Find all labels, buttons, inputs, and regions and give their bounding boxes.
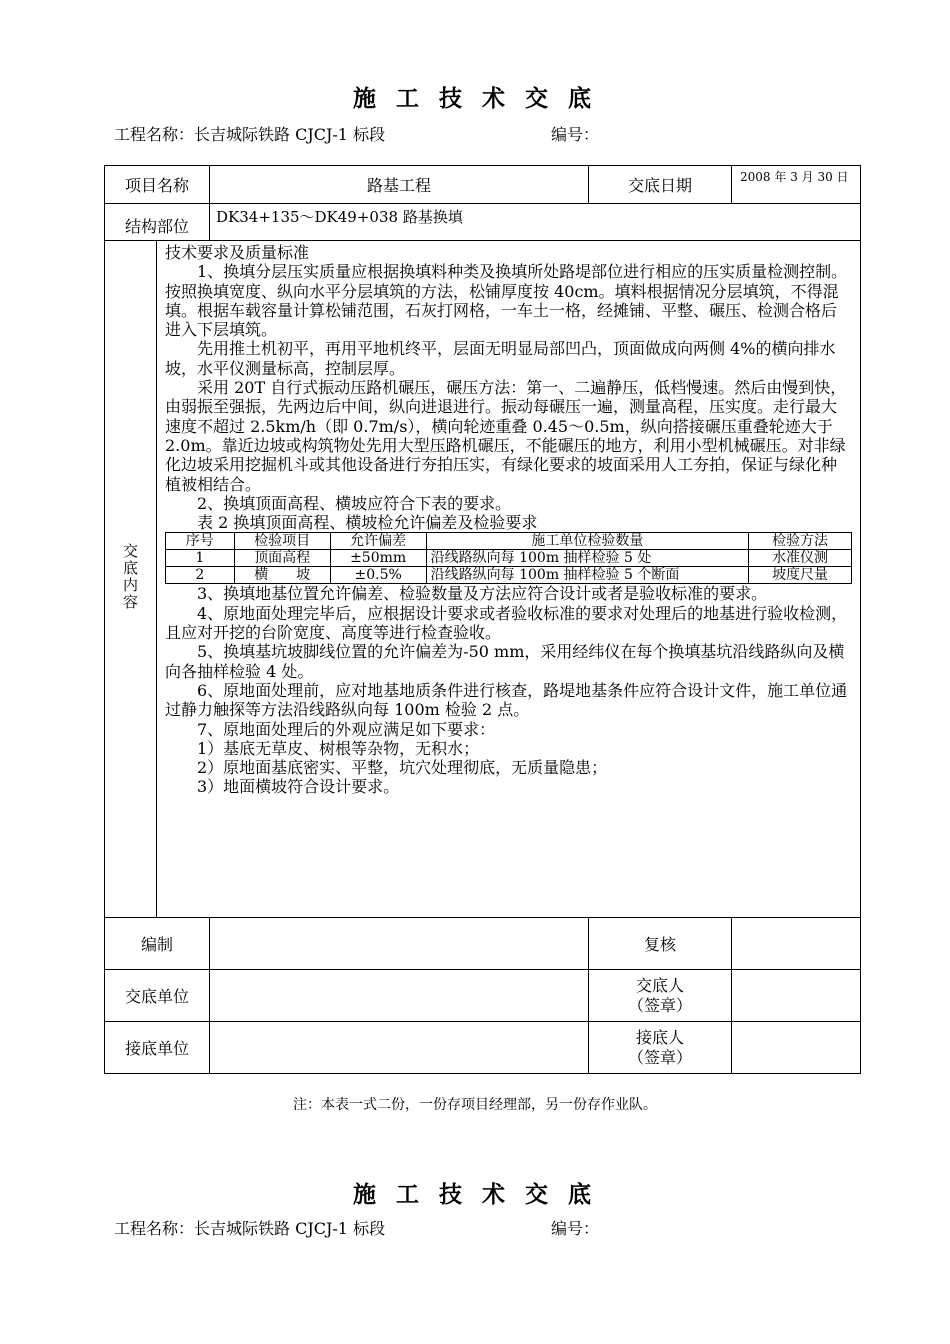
receive-unit-label: 接底单位 — [105, 1022, 210, 1074]
table-caption: 表 2 换填顶面高程、横坡检允许偏差及检验要求 — [197, 513, 538, 533]
table-row — [166, 550, 852, 567]
header-cell: 允许偏差 — [330, 533, 426, 550]
inspection-header-row — [166, 533, 852, 550]
project-name-2: 工程名称：长吉城际铁路 CJCJ-1 标段 — [114, 1219, 386, 1238]
cell: ±0.5% — [330, 567, 426, 584]
header-cell: 检验方法 — [749, 533, 852, 550]
signature-label: （签章） — [628, 1047, 693, 1067]
header-cell: 施工单位检验数量 — [426, 533, 748, 550]
page-title-2: 施 工 技 术 交 底 — [352, 1181, 598, 1208]
paragraph: 采用 20T 自行式振动压路机碾压，碾压方法：第一、二遍静压，低档慢速。然后由慢到快，由弱振至强振，先两边后中间，纵向进退进行。振动每碾压一遍，测量高程，压实度。走行最大速度不超过 2.5km/h（即 0.7m/s），横向轮迹重叠 0.45～0.5m，纵向搭接碾压重叠轮迹大于 2.0m。靠近边坡或构筑物处先用大型压路机碾压，不能碾压的地方，利用小型机械碾压。对非绿化边坡采用挖掘机斗或其他设备进行夯拍压实，有绿化要求的坡面采用人工夯拍，保证与绿化种植被相结合。 — [165, 378, 847, 494]
header-cell: 检验项目 — [234, 533, 330, 550]
paragraph: 6、原地面处理前，应对地基地质条件进行核查，路堤地基条件应符合设计文件，施工单位通过静力触探等方法沿线路纵向每 100m 检验 2 点。 — [165, 680, 848, 720]
paragraph: 2）原地面基底密实、平整，坑穴处理彻底，无质量隐患； — [197, 758, 608, 778]
review-field[interactable] — [732, 918, 861, 970]
content-cell — [157, 241, 861, 918]
cell: 横 坡 — [234, 567, 330, 584]
disclose-unit-field[interactable] — [210, 970, 589, 1022]
receiver-label-cell — [589, 1022, 732, 1074]
table-row — [166, 567, 852, 584]
content-heading: 技术要求及质量标准 — [165, 243, 310, 262]
review-label: 复核 — [589, 918, 732, 970]
paragraph: 1、换填分层压实质量应根据换填料种类及换填所处路堤部位进行相应的压实质量检测控制。按照换填宽度、纵向水平分层填筑的方法，松铺厚度按 40cm。填料根据情况分层填筑，不得混填。根据车载容量计算松铺范围，石灰打网格，一车土一格，经摊铺、平整、碾压、检测合格后进入下层填筑。 — [165, 262, 848, 340]
cell: 1 — [166, 550, 235, 567]
receiver-label: 接底人 — [636, 1027, 685, 1047]
compile-field[interactable] — [210, 918, 589, 970]
structure-part-value: DK34+135～DK49+038 路基换填 — [210, 204, 861, 241]
discloser-label-cell — [589, 970, 732, 1022]
footnote: 注：本表一式二份，一份存项目经理部，另一份存作业队。 — [293, 1097, 657, 1113]
paragraph: 7、原地面处理后的外观应满足如下要求： — [197, 719, 496, 739]
discloser-field[interactable] — [732, 970, 861, 1022]
project-name: 工程名称：长吉城际铁路 CJCJ-1 标段 — [114, 125, 386, 144]
paragraph: 先用推土机初平，再用平地机终平，层面无明显局部凹凸，顶面做成向两侧 4%的横向排水坡，水平仪测量标高，控制层厚。 — [165, 339, 836, 378]
content-label: 交底内容 — [121, 543, 139, 611]
cell: 水准仪测 — [749, 550, 852, 567]
cell: 坡度尺量 — [749, 567, 852, 584]
receive-unit-field[interactable] — [210, 1022, 589, 1074]
cell: 沿线路纵向每 100m 抽样检验 5 处 — [426, 550, 748, 567]
signature-label: （签章） — [628, 995, 693, 1015]
content-label-cell — [105, 241, 157, 918]
item-name-label: 项目名称 — [105, 166, 210, 204]
number-label-2: 编号： — [551, 1219, 600, 1238]
discloser-label: 交底人 — [636, 975, 685, 995]
paragraph: 4、原地面处理完毕后，应根据设计要求或者验收标准的要求对处理后的地基进行验收检测，且应对开挖的台阶宽度、高度等进行检查验收。 — [165, 603, 848, 643]
disclosure-table — [104, 165, 861, 1074]
paragraph: 5、换填基坑坡脚线位置的允许偏差为-50 mm，采用经纬仪在每个换填基坑沿线路纵向及横向各抽样检验 4 处。 — [165, 642, 845, 681]
paragraph: 1）基底无草皮、树根等杂物，无积水； — [197, 738, 480, 758]
structure-part-label: 结构部位 — [105, 204, 210, 241]
cell: 2 — [166, 567, 235, 584]
cell: 顶面高程 — [234, 550, 330, 567]
number-label: 编号： — [551, 125, 600, 144]
date-value: 2008 年 3 月 30 日 — [732, 166, 861, 204]
paragraph: 3）地面横坡符合设计要求。 — [197, 777, 400, 797]
paragraph: 2、换填顶面高程、横坡应符合下表的要求。 — [197, 493, 512, 513]
header-cell: 序号 — [166, 533, 235, 550]
disclose-unit-label: 交底单位 — [105, 970, 210, 1022]
cell: 沿线路纵向每 100m 抽样检验 5 个断面 — [426, 567, 748, 584]
cell: ±50mm — [330, 550, 426, 567]
paragraph: 3、换填地基位置允许偏差、检验数量及方法应符合设计或者是验收标准的要求。 — [197, 584, 768, 604]
compile-label: 编制 — [105, 918, 210, 970]
inspection-table — [165, 532, 852, 584]
date-label: 交底日期 — [589, 166, 732, 204]
receiver-field[interactable] — [732, 1022, 861, 1074]
item-name-value: 路基工程 — [210, 166, 589, 204]
page-title: 施 工 技 术 交 底 — [352, 85, 598, 112]
